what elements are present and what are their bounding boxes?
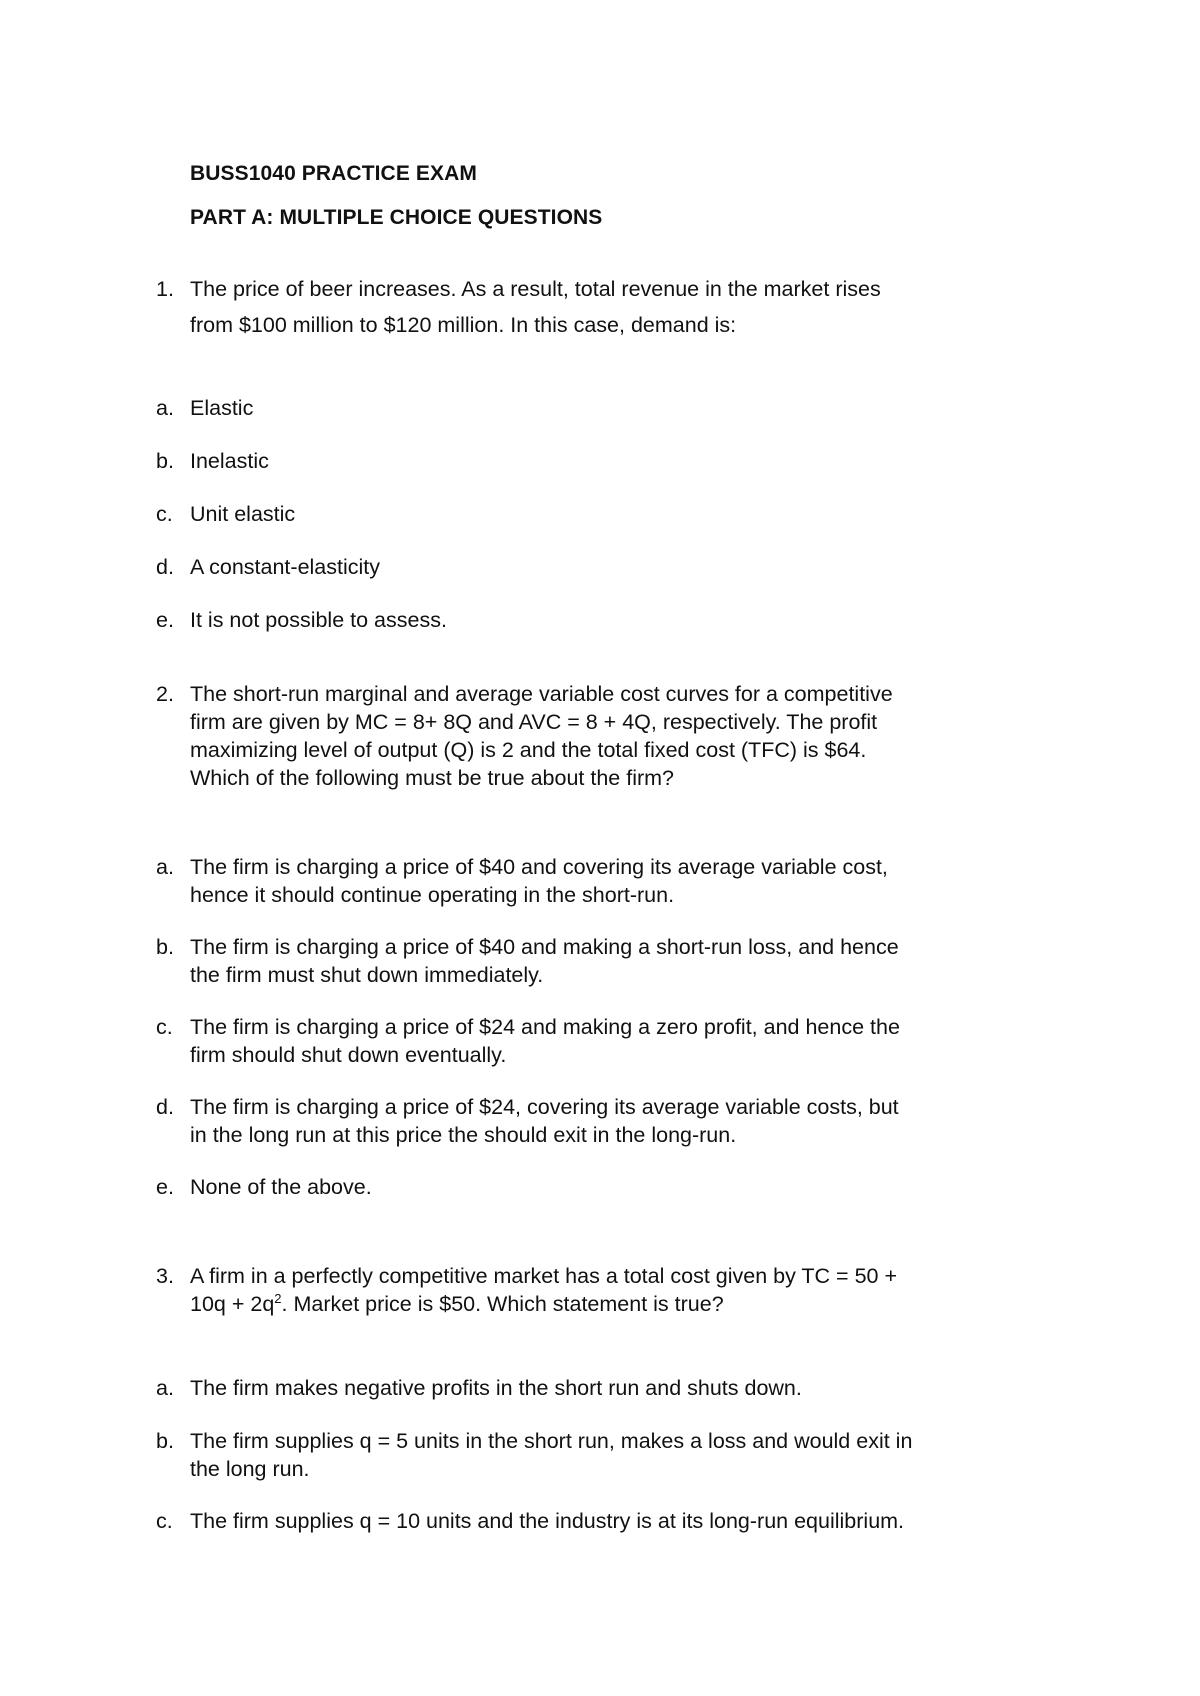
question-number: 3.: [156, 1264, 174, 1288]
option-text: The firm is charging a price of $24, covering its average variable costs, but: [190, 1095, 899, 1119]
option-text: The firm is charging a price of $40 and making a short-run loss, and hence: [190, 935, 899, 959]
exam-title: BUSS1040 PRACTICE EXAM: [190, 162, 477, 185]
question-text-line: maximizing level of output (Q) is 2 and the total fixed cost (TFC) is $64.: [190, 738, 867, 762]
option-text: the long run.: [190, 1457, 310, 1481]
option-letter: e.: [156, 1175, 174, 1199]
question-text-line: The short-run marginal and average variable cost curves for a competitive: [190, 682, 893, 706]
option-text: firm should shut down eventually.: [190, 1043, 507, 1067]
option-letter: c.: [156, 1015, 173, 1039]
option-text: The firm is charging a price of $40 and covering its average variable cost,: [190, 855, 888, 879]
option-text: A constant-elasticity: [190, 555, 381, 579]
option-text: Inelastic: [190, 449, 269, 473]
question-number: 2.: [156, 682, 174, 706]
option-letter: b.: [156, 449, 174, 473]
option-text: It is not possible to assess.: [190, 608, 447, 632]
option-text: Elastic: [190, 396, 254, 420]
question-text-line: Which of the following must be true about the firm?: [190, 766, 674, 790]
option-letter: c.: [156, 1509, 173, 1533]
option-text: The firm is charging a price of $24 and making a zero profit, and hence the: [190, 1015, 900, 1039]
option-text: in the long run at this price the should exit in the long-run.: [190, 1123, 737, 1147]
equation-part: 10q + 2q: [190, 1292, 275, 1316]
question-text-part: . Market price is $50. Which statement is true?: [281, 1292, 724, 1316]
option-letter: d.: [156, 1095, 174, 1119]
option-text: Unit elastic: [190, 502, 296, 526]
question-number: 1.: [156, 277, 174, 301]
question-text-line: The price of beer increases. As a result, total revenue in the market rises: [190, 277, 881, 301]
option-letter: a.: [156, 855, 174, 879]
option-letter: c.: [156, 502, 173, 526]
option-letter: b.: [156, 935, 174, 959]
option-text: the firm must shut down immediately.: [190, 963, 544, 987]
question-text-line: firm are given by MC = 8+ 8Q and AVC = 8 + 4Q, respectively. The profit: [190, 710, 878, 734]
option-letter: e.: [156, 608, 174, 632]
question-text-line: from $100 million to $120 million. In this case, demand is:: [190, 313, 737, 337]
exponent: 2: [274, 1291, 282, 1306]
section-heading: PART A: MULTIPLE CHOICE QUESTIONS: [190, 206, 603, 229]
option-text: None of the above.: [190, 1175, 372, 1199]
question-text-line: A firm in a perfectly competitive market has a total cost given by TC = 50 +: [190, 1264, 898, 1288]
question-text-line: [190, 1291, 724, 1316]
option-letter: a.: [156, 396, 174, 420]
option-text: hence it should continue operating in the short-run.: [190, 883, 675, 907]
option-text: The firm supplies q = 10 units and the industry is at its long-run equilibrium.: [190, 1509, 905, 1533]
option-text: The firm supplies q = 5 units in the short run, makes a loss and would exit in: [190, 1429, 913, 1453]
option-letter: a.: [156, 1376, 174, 1400]
option-letter: b.: [156, 1429, 174, 1453]
option-text: The firm makes negative profits in the short run and shuts down.: [190, 1376, 802, 1400]
option-letter: d.: [156, 555, 174, 579]
